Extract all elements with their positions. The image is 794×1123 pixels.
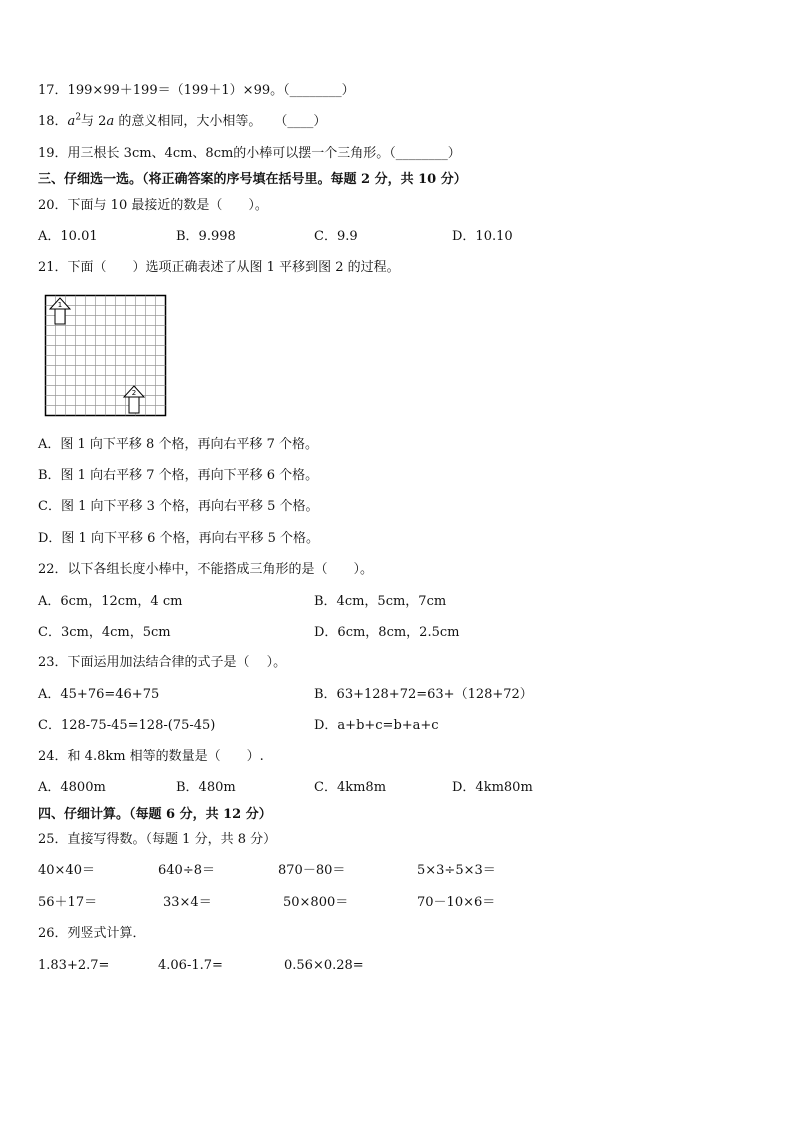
question-21-stem: 21．下面（ ）选项正确表述了从图 1 平移到图 2 的过程。 — [38, 260, 400, 275]
q25-item-4: 5×3÷5×3＝ — [417, 863, 496, 878]
q25-item-1: 40×40＝ — [38, 863, 95, 878]
q18-exponent: 2 — [75, 112, 82, 123]
q18-mid: 与 2 — [81, 114, 107, 129]
question-25-stem: 25．直接写得数。（每题 1 分，共 8 分） — [38, 832, 277, 847]
q25-item-6: 33×4＝ — [163, 895, 212, 910]
q25-item-3: 870－80＝ — [278, 863, 346, 878]
q24-option-d[interactable]: D．4km80m — [452, 780, 533, 795]
q24-option-b[interactable]: B．480m — [176, 780, 236, 795]
q26-item-2: 4.06-1.7= — [158, 958, 223, 973]
q25-item-8: 70－10×6＝ — [417, 895, 496, 910]
section-3-heading: 三、仔细选一选。（将正确答案的序号填在括号里。每题 2 分，共 10 分） — [38, 172, 467, 187]
figure-1-house — [50, 298, 70, 324]
q24-option-c[interactable]: C．4km8m — [314, 780, 387, 795]
q26-item-3: 0.56×0.28= — [284, 958, 364, 973]
q20-option-a[interactable]: A．10.01 — [38, 229, 98, 244]
q21-option-b[interactable]: B．图 1 向右平移 7 个格，再向下平移 6 个格。 — [38, 468, 319, 483]
q23-option-a[interactable]: A．45+76=46+75 — [38, 687, 160, 702]
question-19: 19．用三根长 3cm、4cm、8cm的小棒可以摆一个三角形。（________） — [38, 146, 461, 161]
q23-option-d[interactable]: D．a+b+c=b+a+c — [314, 718, 439, 733]
figure-1-label: 1 — [57, 301, 63, 309]
q25-item-2: 640÷8＝ — [158, 863, 215, 878]
figure-2-house — [124, 386, 144, 413]
q21-option-c[interactable]: C．图 1 向下平移 3 个格，再向右平移 5 个格。 — [38, 499, 319, 514]
q18-rest: 的意义相同，大小相等。 （____） — [114, 114, 327, 129]
q22-option-b[interactable]: B．4cm，5cm，7cm — [314, 594, 447, 609]
q20-option-c[interactable]: C．9.9 — [314, 229, 358, 244]
section-4-heading: 四、仔细计算。（每题 6 分，共 12 分） — [38, 807, 272, 822]
q22-option-a[interactable]: A．6cm，12cm，4 cm — [38, 594, 183, 609]
q23-option-c[interactable]: C．128-75-45=128-(75-45) — [38, 718, 216, 733]
q18-var-a: a — [67, 114, 76, 129]
q23-option-b[interactable]: B．63+128+72=63+（128+72） — [314, 687, 533, 702]
q26-item-1: 1.83+2.7= — [38, 958, 110, 973]
q21-option-d[interactable]: D．图 1 向下平移 6 个格，再向右平移 5 个格。 — [38, 531, 320, 546]
q20-option-b[interactable]: B．9.998 — [176, 229, 236, 244]
q25-item-5: 56＋17＝ — [38, 895, 98, 910]
q25-item-7: 50×800＝ — [283, 895, 349, 910]
q20-option-d[interactable]: D．10.10 — [452, 229, 513, 244]
question-17: 17．199×99＋199＝（199＋1）×99。（________） — [38, 83, 355, 98]
translation-grid-figure — [44, 294, 168, 418]
q21-option-a[interactable]: A．图 1 向下平移 8 个格，再向右平移 7 个格。 — [38, 437, 318, 452]
question-22-stem: 22．以下各组长度小棒中，不能搭成三角形的是（ ）。 — [38, 562, 374, 577]
question-18 — [38, 113, 326, 131]
figure-2-label: 2 — [131, 389, 137, 397]
question-24-stem: 24．和 4.8km 相等的数量是（ ）. — [38, 749, 264, 764]
q22-option-c[interactable]: C．3cm，4cm，5cm — [38, 625, 171, 640]
q18-number: 18． — [38, 114, 68, 129]
q24-option-a[interactable]: A．4800m — [38, 780, 106, 795]
question-20-stem: 20．下面与 10 最接近的数是（ ）。 — [38, 198, 268, 213]
q18-var-a2: a — [106, 114, 115, 129]
question-26-stem: 26．列竖式计算． — [38, 926, 146, 941]
question-23-stem: 23．下面运用加法结合律的式子是（ ）。 — [38, 655, 287, 670]
q22-option-d[interactable]: D．6cm，8cm，2.5cm — [314, 625, 460, 640]
